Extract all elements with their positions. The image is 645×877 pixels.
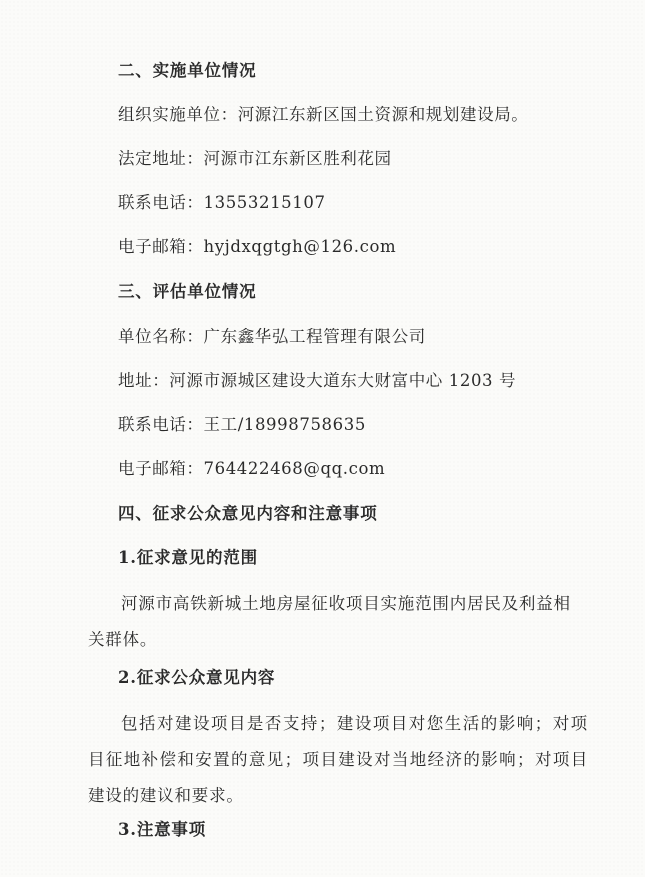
- section-3-heading: 三、评估单位情况: [118, 282, 257, 301]
- section-4-heading: 四、征求公众意见内容和注意事项: [118, 504, 378, 523]
- assessment-unit-email: 电子邮箱：764422468@qq.com: [118, 459, 386, 478]
- contact-phone: 联系电话：13553215107: [118, 193, 326, 212]
- subsection-3-heading: 3.注意事项: [118, 820, 207, 839]
- subsection-2-heading: 2.征求公众意见内容: [118, 668, 276, 687]
- subsection-1-text: 河源市高铁新城土地房屋征收项目实施范围内居民及利益相关群体。: [88, 594, 571, 649]
- section-2-heading: 二、实施单位情况: [118, 61, 257, 80]
- assessment-unit-address: 地址：河源市源城区建设大道东大财富中心 1203 号: [118, 371, 517, 390]
- email-address: 电子邮箱：hyjdxqgtgh@126.com: [118, 237, 397, 256]
- subsection-1-heading: 1.征求意见的范围: [118, 548, 258, 567]
- implementing-organization: 组织实施单位：河源江东新区国土资源和规划建设局。: [118, 105, 529, 124]
- subsection-2-text: 包括对建设项目是否支持；建设项目对您生活的影响；对项目征地补偿和安置的意见；项目建设对当地经济的影响；对项目建设的建议和要求。: [88, 714, 588, 805]
- assessment-unit-phone: 联系电话：王工/18998758635: [118, 415, 366, 434]
- legal-address: 法定地址：河源市江东新区胜利花园: [118, 149, 392, 168]
- assessment-unit-name: 单位名称：广东鑫华弘工程管理有限公司: [118, 327, 426, 346]
